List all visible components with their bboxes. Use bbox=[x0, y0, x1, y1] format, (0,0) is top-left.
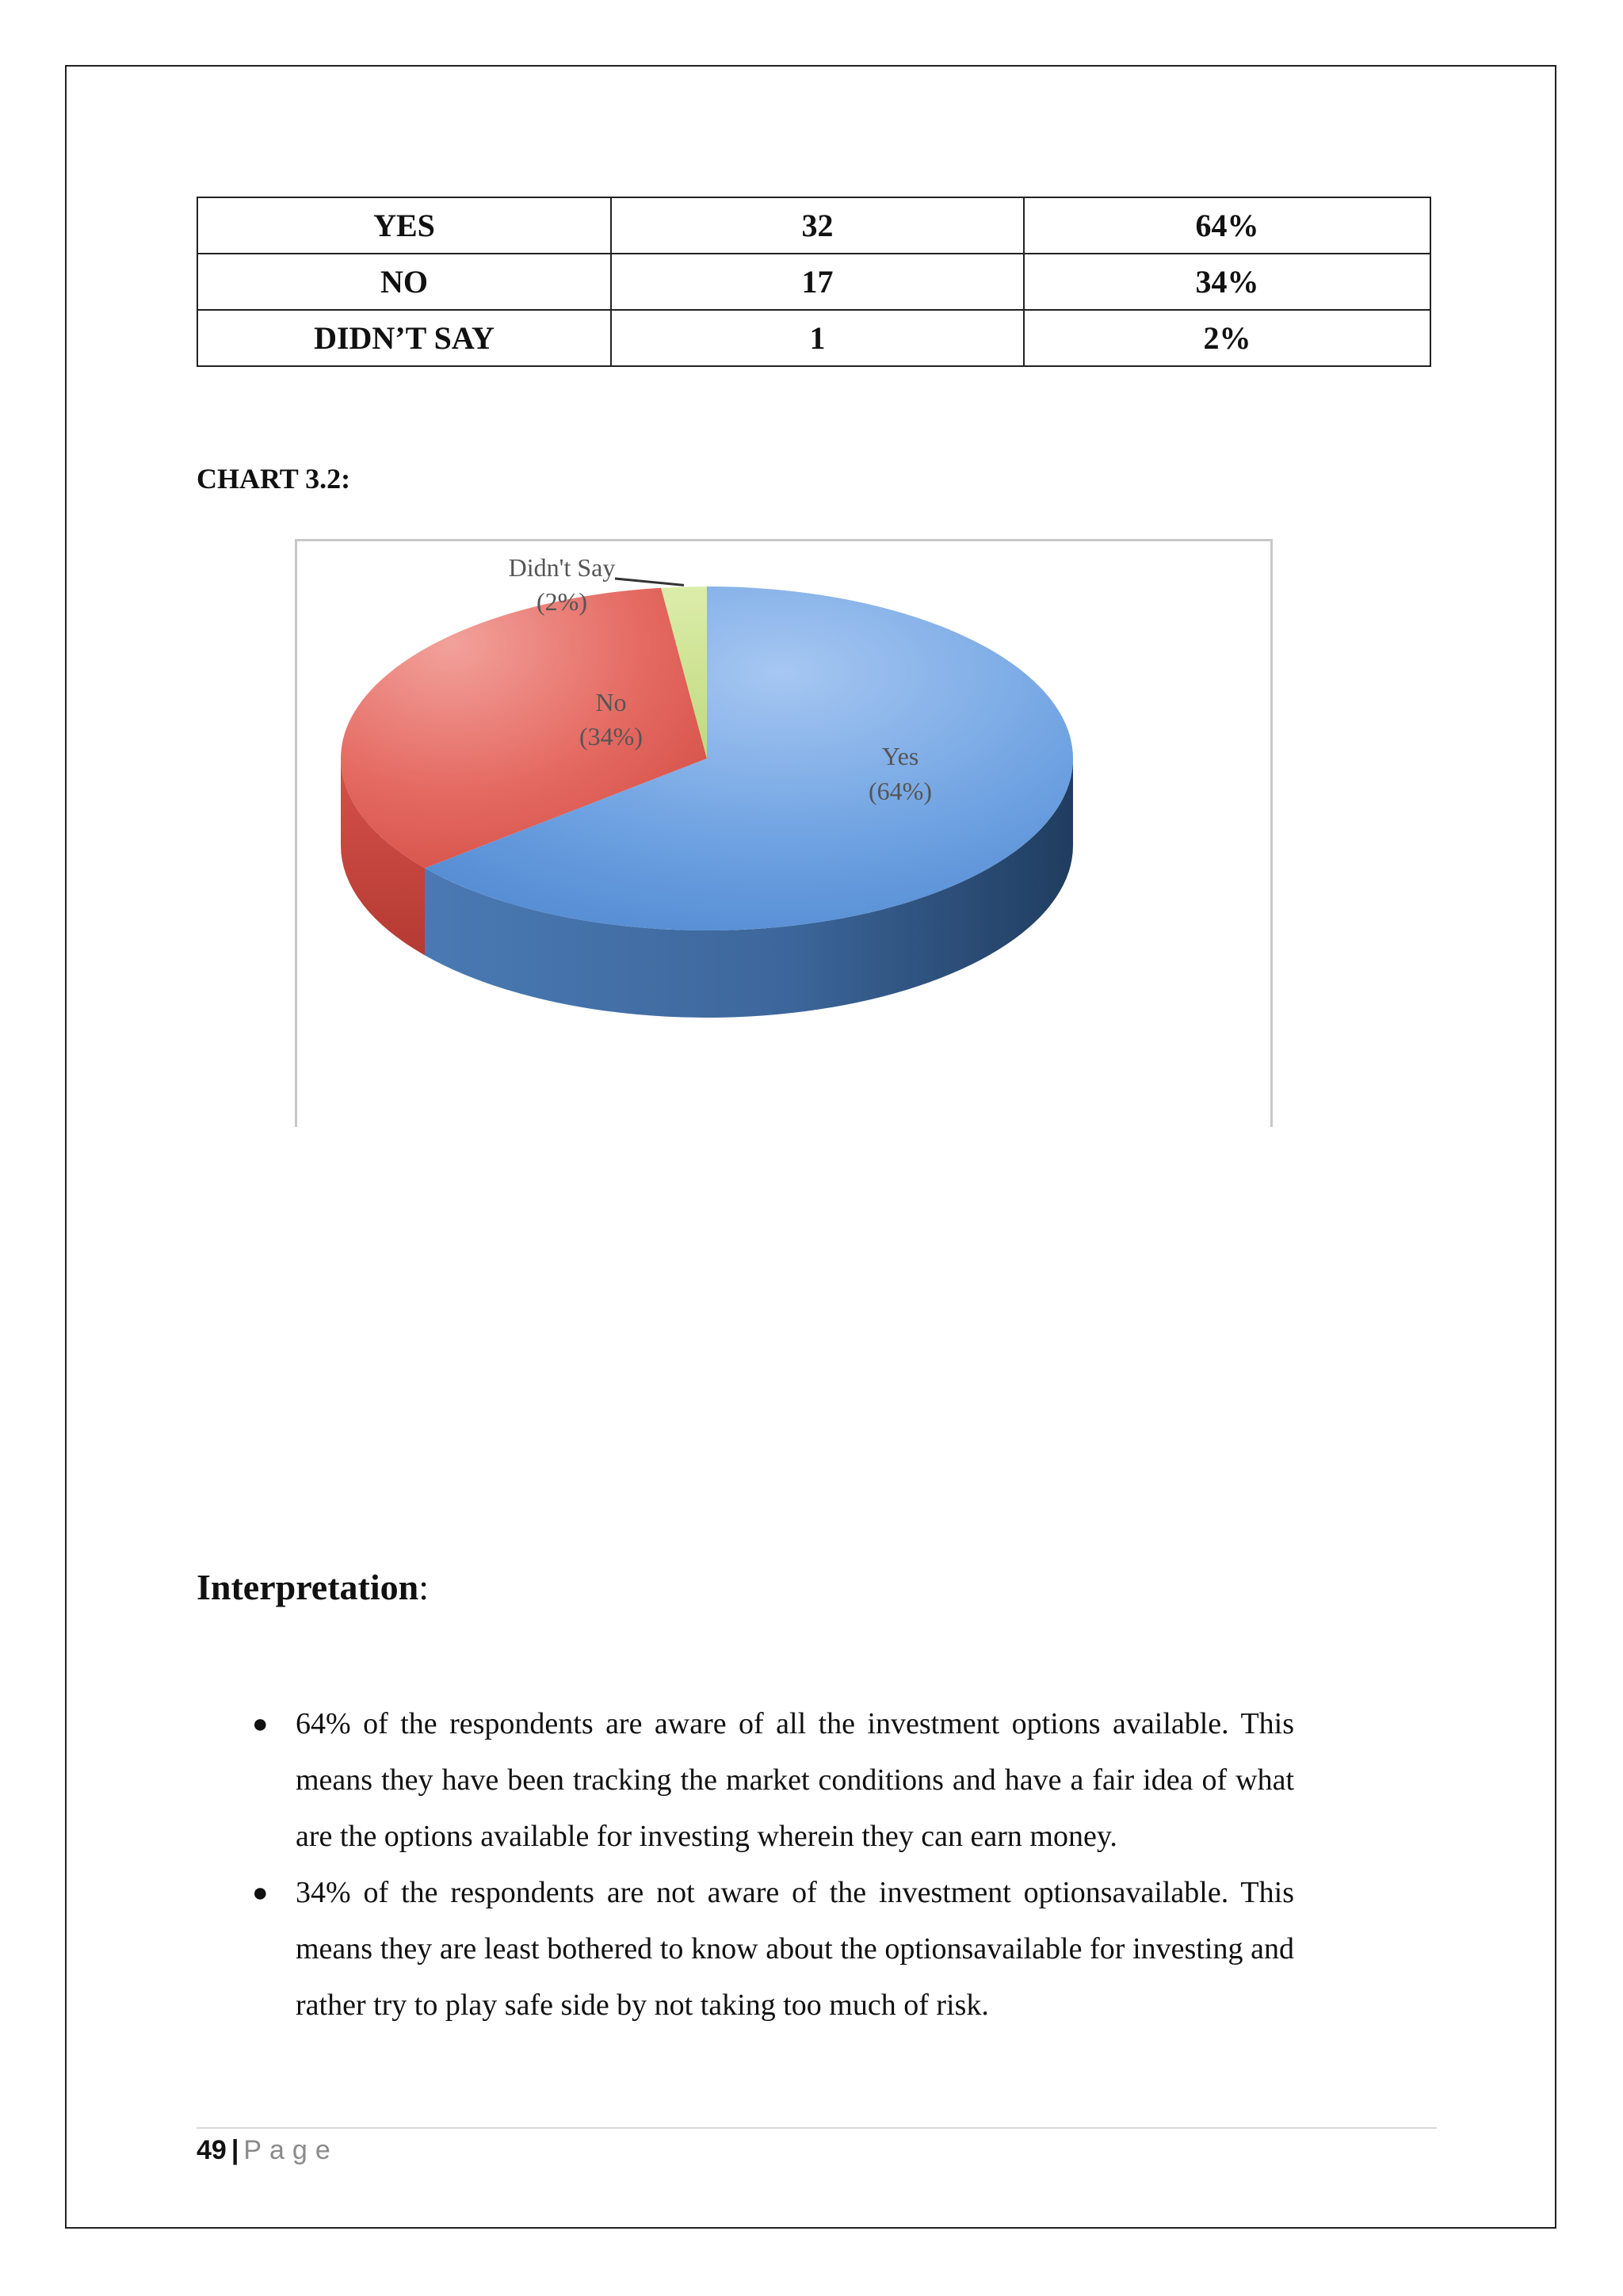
table-cell: 34% bbox=[1024, 254, 1430, 310]
page-word: Page bbox=[243, 2135, 338, 2165]
chart-caption: CHART 3.2: bbox=[197, 463, 351, 495]
table-cell: 17 bbox=[611, 254, 1024, 310]
didnt-say-leader-line bbox=[615, 579, 684, 585]
table-cell: 2% bbox=[1024, 310, 1430, 366]
page-footer bbox=[197, 2135, 338, 2166]
slice-label-yes-name: Yes bbox=[881, 742, 919, 770]
table-cell: NO bbox=[197, 254, 611, 310]
bullet-icon: ● bbox=[252, 1710, 269, 1739]
table-row bbox=[197, 197, 1430, 254]
footer-divider bbox=[197, 2127, 1437, 2129]
interpretation-heading-text: Interpretation bbox=[197, 1567, 419, 1607]
interpretation-list bbox=[252, 1696, 1294, 2034]
list-item bbox=[252, 1696, 1294, 1865]
data-table bbox=[197, 197, 1431, 367]
table-cell: 32 bbox=[611, 197, 1024, 254]
interpretation-heading bbox=[197, 1566, 429, 1608]
table-cell: YES bbox=[197, 197, 611, 254]
footer-separator: | bbox=[231, 2135, 239, 2165]
slice-label-didnt-say-value: (2%) bbox=[537, 587, 587, 616]
bullet-icon: ● bbox=[252, 1878, 269, 1908]
bullet-text: 34% of the respondents are not aware of the investment optionsavailable. This means they are least bothered to know about the optionsavailable for investing and rather try to play safe side by not taking too much of risk. bbox=[296, 1876, 1294, 2022]
table-row bbox=[197, 310, 1430, 366]
chart-frame bbox=[295, 539, 1273, 1127]
table-row bbox=[197, 254, 1430, 310]
page-number: 49 bbox=[197, 2135, 227, 2165]
slice-label-yes-value: (64%) bbox=[869, 777, 932, 805]
interpretation-heading-colon: : bbox=[418, 1567, 430, 1607]
table-cell: DIDN’T SAY bbox=[197, 310, 611, 366]
bullet-text: 64% of the respondents are aware of all the investment options available. This means they have been tracking the market conditions and have a fair idea of what are the options available for investing wherein they can earn money. bbox=[296, 1707, 1294, 1853]
pie-chart bbox=[295, 539, 1273, 1129]
table-cell: 64% bbox=[1024, 197, 1430, 254]
table-cell: 1 bbox=[611, 310, 1024, 366]
slice-label-didnt-say-name: Didn't Say bbox=[508, 553, 616, 582]
slice-label-no-name: No bbox=[595, 688, 627, 716]
list-item bbox=[252, 1865, 1294, 2034]
slice-label-no-value: (34%) bbox=[579, 722, 643, 751]
